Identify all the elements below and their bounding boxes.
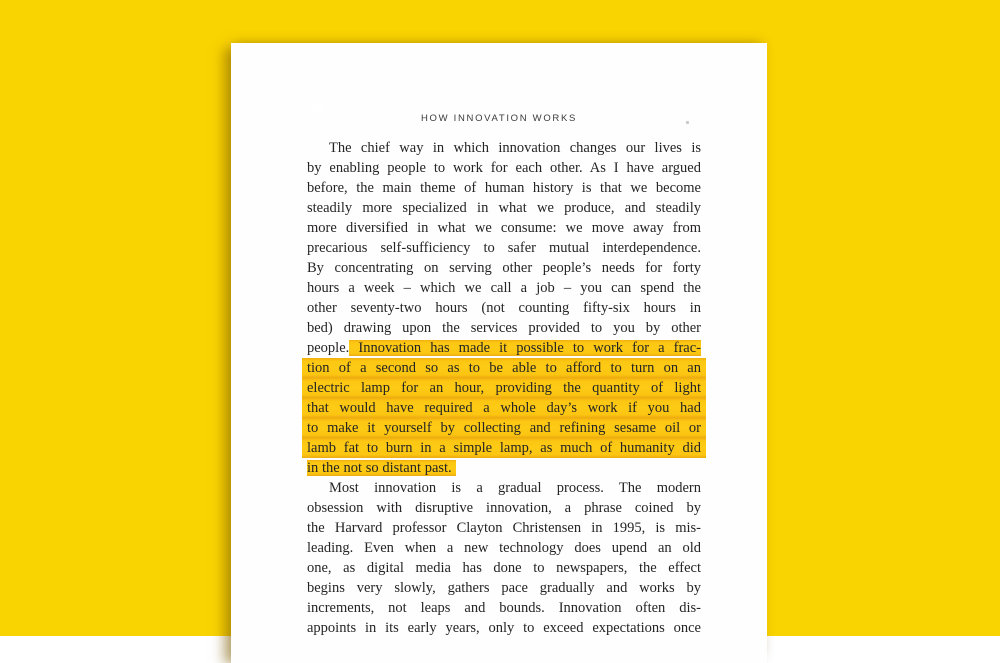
text-line: The chief way in which innovation changes our lives is bbox=[329, 140, 701, 156]
text-line-highlighted: lamb fat to burn in a simple lamp, as much of humanity did bbox=[302, 438, 706, 458]
text-line: increments, not leaps and bounds. Innovation often dis- bbox=[307, 600, 701, 616]
text-line: appoints in its early years, only to exceed expectations once bbox=[307, 620, 701, 636]
text-line: other seventy-two hours (not counting fifty-six hours in bbox=[307, 300, 701, 316]
text-line-highlighted: to make it yourself by collecting and refining sesame oil or bbox=[302, 418, 706, 438]
text-line-highlighted: that would have required a whole day’s work if you had bbox=[302, 398, 706, 418]
text-line: Most innovation is a gradual process. The modern bbox=[329, 480, 701, 496]
text-line: one, as digital media has done to newspapers, the effect bbox=[307, 560, 701, 576]
scan-smudge bbox=[301, 91, 335, 125]
text-line: before, the main theme of human history is that we become bbox=[307, 180, 701, 196]
text-line: precarious self-sufficiency to safer mutual interdependence. bbox=[307, 240, 701, 256]
text-line: obsession with disruptive innovation, a phrase coined by bbox=[307, 500, 701, 516]
text-line: By concentrating on serving other people’s needs for forty bbox=[307, 260, 701, 276]
text-block bbox=[307, 138, 701, 638]
text-line-highlighted: electric lamp for an hour, providing the quantity of light bbox=[302, 378, 706, 398]
paragraph bbox=[307, 138, 701, 478]
highlighted-text: Innovation has made it possible to work for a frac- bbox=[349, 340, 701, 356]
text-line: the Harvard professor Clayton Christensen in 1995, is mis- bbox=[307, 520, 701, 536]
text-line: more diversified in what we consume: we move away from bbox=[307, 220, 701, 236]
book-page bbox=[231, 43, 767, 663]
text-line-highlighted: tion of a second so as to be able to afford to turn on an bbox=[302, 358, 706, 378]
running-header: HOW INNOVATION WORKS bbox=[420, 113, 578, 124]
text-line: bed) drawing upon the services provided to you by other bbox=[307, 320, 701, 336]
plain-text: people. bbox=[307, 340, 350, 356]
paragraph bbox=[307, 478, 701, 638]
text-line: steadily more specialized in what we produce, and steadily bbox=[307, 200, 701, 216]
text-line: by enabling people to work for each other. As I have argued bbox=[307, 160, 701, 176]
text-line-highlighted bbox=[307, 458, 701, 478]
text-line: hours a week – which we call a job – you can spend the bbox=[307, 280, 701, 296]
highlighted-text: in the not so distant past. bbox=[307, 460, 456, 476]
text-line: leading. Even when a new technology does upend an old bbox=[307, 540, 701, 556]
print-artifact-dot bbox=[686, 121, 689, 124]
text-line-highlighted bbox=[307, 338, 701, 358]
text-line: begins very slowly, gathers pace gradually and works by bbox=[307, 580, 701, 596]
